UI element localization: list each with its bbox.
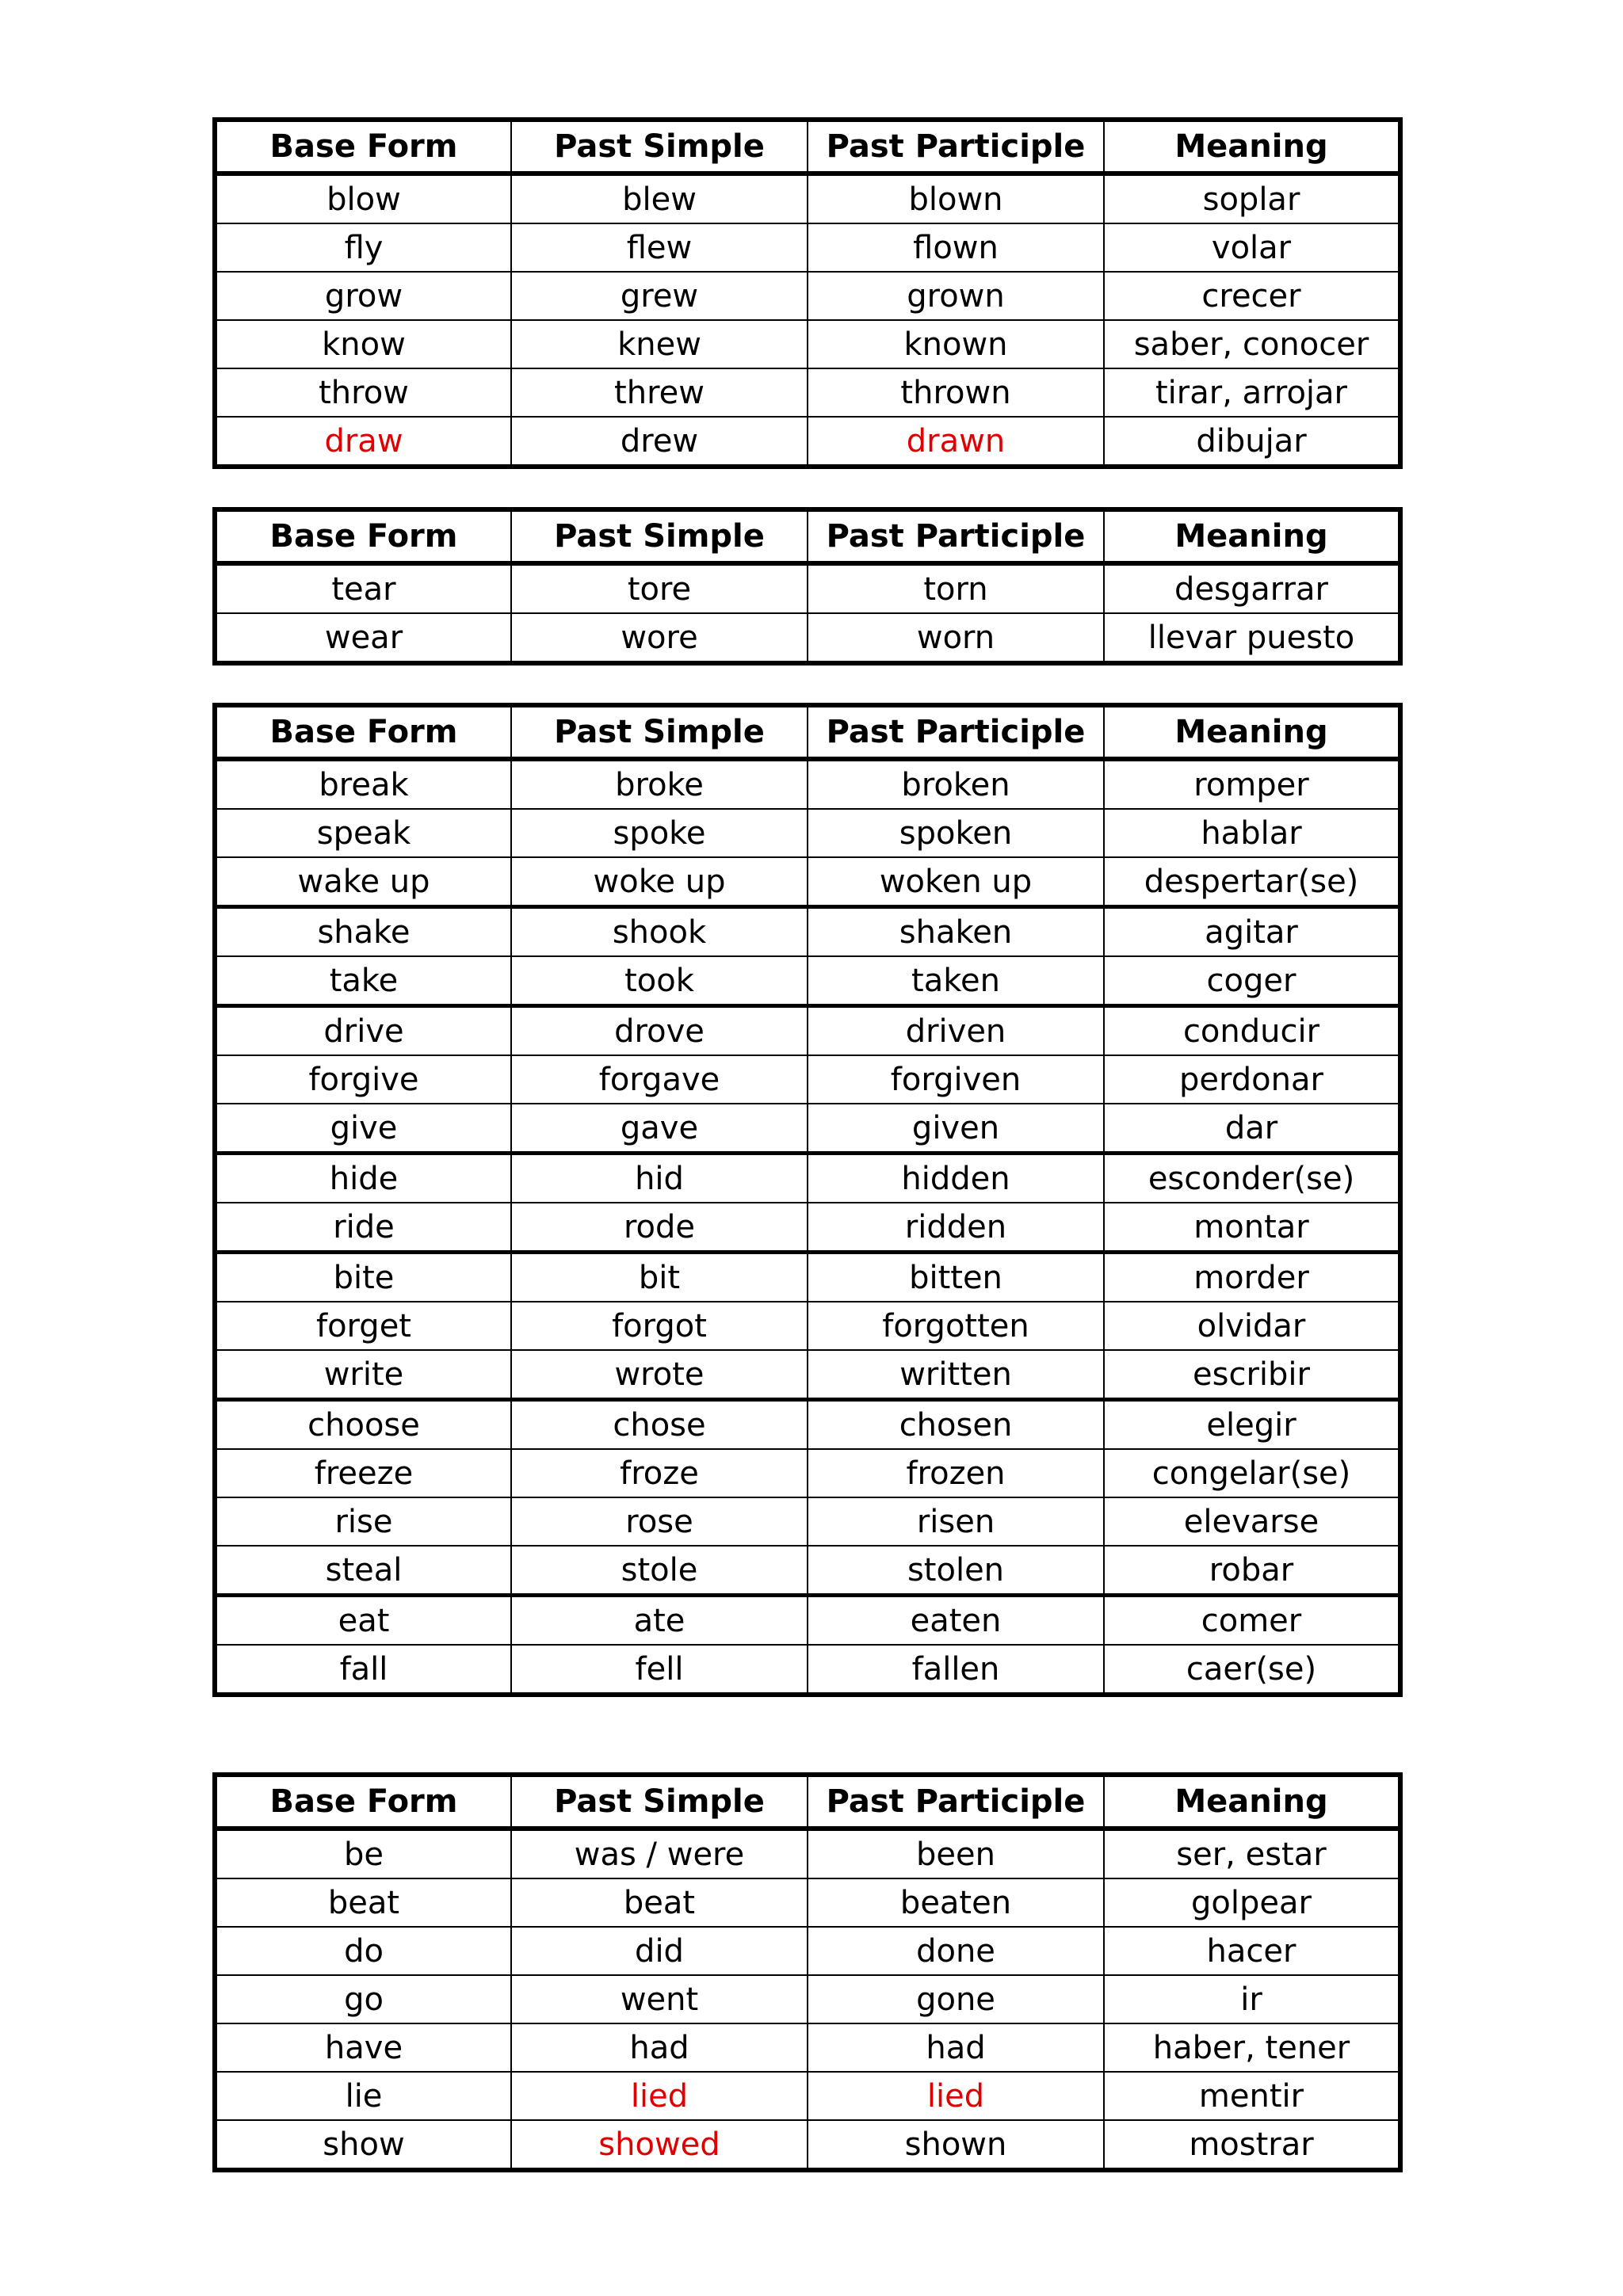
meaning-cell: perdonar: [1104, 1055, 1400, 1104]
column-header-past-simple: Past Simple: [511, 705, 808, 759]
past-simple-cell: woke up: [511, 857, 808, 907]
column-header-meaning: Meaning: [1104, 120, 1400, 174]
meaning-cell: mentir: [1104, 2072, 1400, 2120]
base-form-cell: grow: [215, 272, 511, 320]
past-participle-cell: worn: [808, 613, 1104, 663]
table-row: [215, 1055, 1400, 1104]
column-header-base-form: Base Form: [215, 705, 511, 759]
column-header-past-participle: Past Participle: [808, 509, 1104, 563]
past-simple-cell: grew: [511, 272, 808, 320]
base-form-cell: draw: [215, 417, 511, 467]
table-row: [215, 956, 1400, 1006]
past-participle-cell: had: [808, 2023, 1104, 2072]
past-simple-cell: had: [511, 2023, 808, 2072]
meaning-cell: olvidar: [1104, 1302, 1400, 1350]
past-participle-cell: taken: [808, 956, 1104, 1006]
table-row: [215, 1975, 1400, 2023]
column-header-meaning: Meaning: [1104, 705, 1400, 759]
past-participle-cell: lied: [808, 2072, 1104, 2120]
base-form-cell: break: [215, 759, 511, 809]
table-row: [215, 2072, 1400, 2120]
past-participle-cell: known: [808, 320, 1104, 368]
past-simple-cell: forgave: [511, 1055, 808, 1104]
past-participle-cell: been: [808, 1829, 1104, 1878]
past-simple-cell: broke: [511, 759, 808, 809]
column-header-base-form: Base Form: [215, 509, 511, 563]
past-participle-cell: done: [808, 1927, 1104, 1975]
base-form-cell: give: [215, 1104, 511, 1154]
meaning-cell: robar: [1104, 1546, 1400, 1596]
column-header-past-simple: Past Simple: [511, 120, 808, 174]
past-simple-cell: wore: [511, 613, 808, 663]
past-participle-cell: spoken: [808, 809, 1104, 857]
base-form-cell: lie: [215, 2072, 511, 2120]
column-header-base-form: Base Form: [215, 120, 511, 174]
column-header-base-form: Base Form: [215, 1775, 511, 1829]
table-body: [215, 1829, 1400, 2170]
base-form-cell: choose: [215, 1400, 511, 1450]
past-simple-cell: wrote: [511, 1350, 808, 1400]
table-row: [215, 809, 1400, 857]
past-simple-cell: forgot: [511, 1302, 808, 1350]
meaning-cell: golpear: [1104, 1878, 1400, 1927]
past-participle-cell: forgotten: [808, 1302, 1104, 1350]
meaning-cell: escribir: [1104, 1350, 1400, 1400]
past-participle-cell: flown: [808, 223, 1104, 272]
table-row: [215, 1449, 1400, 1497]
base-form-cell: show: [215, 2120, 511, 2170]
table-row: [215, 1350, 1400, 1400]
table-header: [215, 1775, 1400, 1829]
past-participle-cell: stolen: [808, 1546, 1104, 1596]
past-simple-cell: shook: [511, 907, 808, 957]
meaning-cell: tirar, arrojar: [1104, 368, 1400, 417]
table-row: [215, 417, 1400, 467]
past-simple-cell: froze: [511, 1449, 808, 1497]
meaning-cell: agitar: [1104, 907, 1400, 957]
table-row: [215, 174, 1400, 223]
table-row: [215, 368, 1400, 417]
column-header-meaning: Meaning: [1104, 1775, 1400, 1829]
base-form-cell: write: [215, 1350, 511, 1400]
base-form-cell: forget: [215, 1302, 511, 1350]
meaning-cell: elevarse: [1104, 1497, 1400, 1546]
past-participle-cell: gone: [808, 1975, 1104, 2023]
meaning-cell: dibujar: [1104, 417, 1400, 467]
past-simple-cell: fell: [511, 1645, 808, 1695]
base-form-cell: blow: [215, 174, 511, 223]
verb-table-1: [212, 117, 1403, 469]
past-participle-cell: given: [808, 1104, 1104, 1154]
base-form-cell: have: [215, 2023, 511, 2072]
base-form-cell: hide: [215, 1154, 511, 1203]
table-row: [215, 1497, 1400, 1546]
past-simple-cell: gave: [511, 1104, 808, 1154]
past-participle-cell: drawn: [808, 417, 1104, 467]
meaning-cell: montar: [1104, 1203, 1400, 1253]
past-participle-cell: thrown: [808, 368, 1104, 417]
past-simple-cell: was / were: [511, 1829, 808, 1878]
meaning-cell: caer(se): [1104, 1645, 1400, 1695]
past-simple-cell: drew: [511, 417, 808, 467]
meaning-cell: ir: [1104, 1975, 1400, 2023]
base-form-cell: freeze: [215, 1449, 511, 1497]
table-body: [215, 759, 1400, 1695]
base-form-cell: forgive: [215, 1055, 511, 1104]
meaning-cell: comer: [1104, 1596, 1400, 1646]
past-simple-cell: rode: [511, 1203, 808, 1253]
meaning-cell: desgarrar: [1104, 563, 1400, 613]
base-form-cell: eat: [215, 1596, 511, 1646]
meaning-cell: dar: [1104, 1104, 1400, 1154]
base-form-cell: speak: [215, 809, 511, 857]
base-form-cell: wear: [215, 613, 511, 663]
table-row: [215, 1400, 1400, 1450]
table-row: [215, 907, 1400, 957]
table-row: [215, 1302, 1400, 1350]
meaning-cell: haber, tener: [1104, 2023, 1400, 2072]
past-participle-cell: hidden: [808, 1154, 1104, 1203]
table-row: [215, 759, 1400, 809]
past-participle-cell: grown: [808, 272, 1104, 320]
past-simple-cell: ate: [511, 1596, 808, 1646]
past-simple-cell: threw: [511, 368, 808, 417]
past-simple-cell: rose: [511, 1497, 808, 1546]
verb-table-4: [212, 1772, 1403, 2172]
table-header: [215, 509, 1400, 563]
base-form-cell: bite: [215, 1253, 511, 1302]
meaning-cell: mostrar: [1104, 2120, 1400, 2170]
table-row: [215, 2023, 1400, 2072]
past-participle-cell: beaten: [808, 1878, 1104, 1927]
meaning-cell: soplar: [1104, 174, 1400, 223]
meaning-cell: ser, estar: [1104, 1829, 1400, 1878]
table-row: [215, 320, 1400, 368]
past-participle-cell: broken: [808, 759, 1104, 809]
past-simple-cell: showed: [511, 2120, 808, 2170]
meaning-cell: morder: [1104, 1253, 1400, 1302]
base-form-cell: steal: [215, 1546, 511, 1596]
table-row: [215, 1203, 1400, 1253]
table-row: [215, 1927, 1400, 1975]
past-simple-cell: beat: [511, 1878, 808, 1927]
table-body: [215, 563, 1400, 663]
table-row: [215, 1006, 1400, 1056]
table-row: [215, 1829, 1400, 1878]
table-row: [215, 857, 1400, 907]
table-row: [215, 1154, 1400, 1203]
table-row: [215, 1596, 1400, 1646]
meaning-cell: romper: [1104, 759, 1400, 809]
meaning-cell: coger: [1104, 956, 1400, 1006]
table-row: [215, 1104, 1400, 1154]
table-row: [215, 223, 1400, 272]
base-form-cell: go: [215, 1975, 511, 2023]
past-simple-cell: stole: [511, 1546, 808, 1596]
past-participle-cell: woken up: [808, 857, 1104, 907]
base-form-cell: fly: [215, 223, 511, 272]
table-body: [215, 174, 1400, 467]
table-row: [215, 272, 1400, 320]
past-simple-cell: bit: [511, 1253, 808, 1302]
table-row: [215, 2120, 1400, 2170]
column-header-past-simple: Past Simple: [511, 1775, 808, 1829]
past-participle-cell: blown: [808, 174, 1104, 223]
past-simple-cell: lied: [511, 2072, 808, 2120]
table-row: [215, 1878, 1400, 1927]
meaning-cell: elegir: [1104, 1400, 1400, 1450]
past-participle-cell: frozen: [808, 1449, 1104, 1497]
past-participle-cell: risen: [808, 1497, 1104, 1546]
table-header: [215, 120, 1400, 174]
past-participle-cell: driven: [808, 1006, 1104, 1056]
past-participle-cell: shown: [808, 2120, 1104, 2170]
past-simple-cell: drove: [511, 1006, 808, 1056]
base-form-cell: tear: [215, 563, 511, 613]
table-row: [215, 563, 1400, 613]
base-form-cell: fall: [215, 1645, 511, 1695]
base-form-cell: take: [215, 956, 511, 1006]
past-simple-cell: spoke: [511, 809, 808, 857]
meaning-cell: hablar: [1104, 809, 1400, 857]
base-form-cell: rise: [215, 1497, 511, 1546]
past-participle-cell: ridden: [808, 1203, 1104, 1253]
meaning-cell: conducir: [1104, 1006, 1400, 1056]
meaning-cell: volar: [1104, 223, 1400, 272]
past-participle-cell: written: [808, 1350, 1104, 1400]
meaning-cell: saber, conocer: [1104, 320, 1400, 368]
meaning-cell: esconder(se): [1104, 1154, 1400, 1203]
base-form-cell: drive: [215, 1006, 511, 1056]
base-form-cell: do: [215, 1927, 511, 1975]
past-simple-cell: chose: [511, 1400, 808, 1450]
meaning-cell: llevar puesto: [1104, 613, 1400, 663]
base-form-cell: shake: [215, 907, 511, 957]
past-participle-cell: bitten: [808, 1253, 1104, 1302]
base-form-cell: throw: [215, 368, 511, 417]
table-header: [215, 705, 1400, 759]
table-row: [215, 613, 1400, 663]
meaning-cell: crecer: [1104, 272, 1400, 320]
column-header-past-participle: Past Participle: [808, 1775, 1104, 1829]
table-row: [215, 1645, 1400, 1695]
meaning-cell: despertar(se): [1104, 857, 1400, 907]
column-header-past-participle: Past Participle: [808, 705, 1104, 759]
column-header-past-simple: Past Simple: [511, 509, 808, 563]
column-header-past-participle: Past Participle: [808, 120, 1104, 174]
verb-table-3: [212, 703, 1403, 1697]
table-row: [215, 1253, 1400, 1302]
meaning-cell: hacer: [1104, 1927, 1400, 1975]
past-participle-cell: shaken: [808, 907, 1104, 957]
verb-table-2: [212, 507, 1403, 666]
column-header-meaning: Meaning: [1104, 509, 1400, 563]
past-participle-cell: torn: [808, 563, 1104, 613]
base-form-cell: beat: [215, 1878, 511, 1927]
past-simple-cell: knew: [511, 320, 808, 368]
past-participle-cell: forgiven: [808, 1055, 1104, 1104]
past-simple-cell: took: [511, 956, 808, 1006]
past-simple-cell: flew: [511, 223, 808, 272]
past-participle-cell: fallen: [808, 1645, 1104, 1695]
base-form-cell: know: [215, 320, 511, 368]
base-form-cell: be: [215, 1829, 511, 1878]
table-row: [215, 1546, 1400, 1596]
past-simple-cell: went: [511, 1975, 808, 2023]
past-participle-cell: eaten: [808, 1596, 1104, 1646]
base-form-cell: ride: [215, 1203, 511, 1253]
past-simple-cell: hid: [511, 1154, 808, 1203]
past-participle-cell: chosen: [808, 1400, 1104, 1450]
meaning-cell: congelar(se): [1104, 1449, 1400, 1497]
past-simple-cell: blew: [511, 174, 808, 223]
base-form-cell: wake up: [215, 857, 511, 907]
past-simple-cell: tore: [511, 563, 808, 613]
past-simple-cell: did: [511, 1927, 808, 1975]
